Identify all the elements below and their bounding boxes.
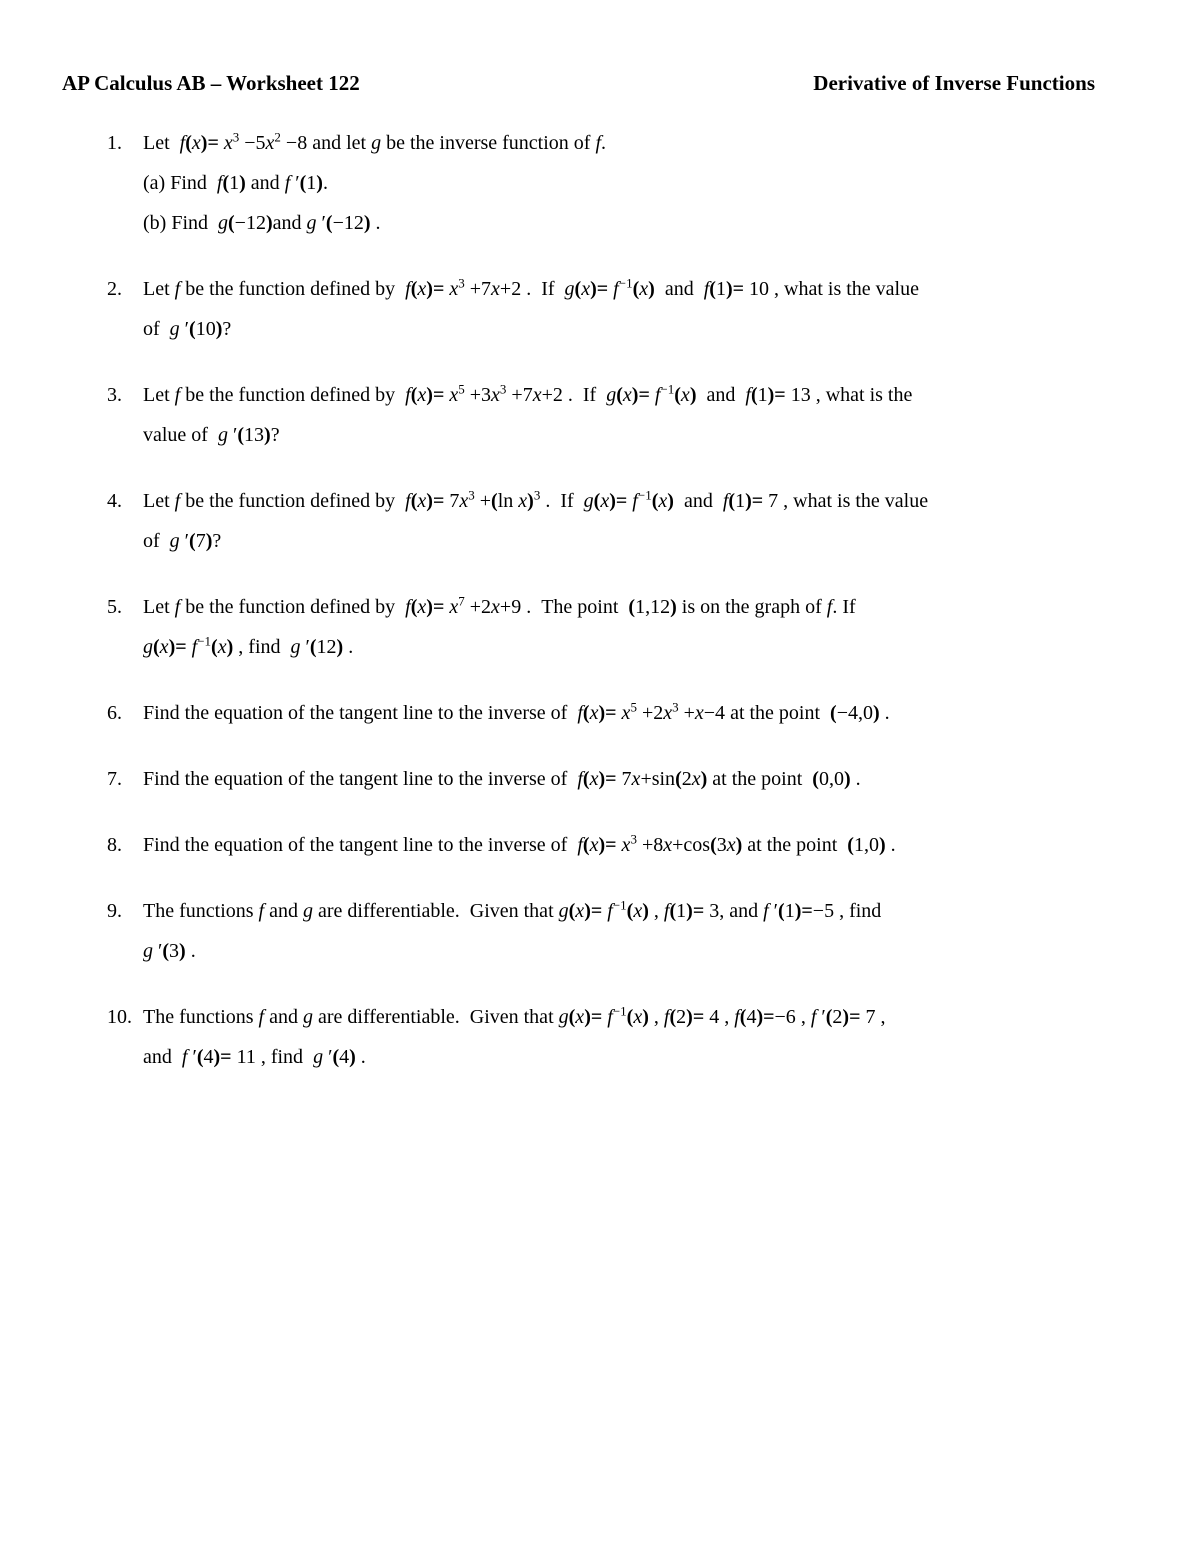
math-expression: f ′(1) <box>284 172 323 194</box>
math-expression: f <box>174 490 181 512</box>
question-line: (a) Find f(1) and f ′(1). <box>143 172 328 194</box>
math-expression: f <box>174 278 181 300</box>
question-line: Find the equation of the tangent line to the inverse of f(x)= 7x+sin(2x) at the point (0,0) . <box>143 768 861 790</box>
math-expression: f(x)= 7x+sin(2x) <box>577 768 708 790</box>
math-expression: g ′(4) <box>313 1046 356 1068</box>
math-expression: f <box>174 384 181 406</box>
math-expression: g ′(−12) <box>306 212 371 234</box>
math-expression: (−4,0) <box>830 702 880 724</box>
question-line: value of g ′(13)? <box>143 424 280 446</box>
math-expression: f(1)= 7 <box>722 490 779 512</box>
math-expression: g ′(10) <box>169 318 223 340</box>
math-expression: f(1)= 10 <box>703 278 770 300</box>
question-line: Let f be the function defined by $f(x)= 7x^3 +(\ln$ x)$^3$ . If $g(x)= f^{-1}(x)$ and f(1)= 7 , what is the value <box>143 487 929 512</box>
math-expression: $f(x)= x^7 +2x+9$ <box>405 593 522 618</box>
math-expression: g(−12) <box>218 212 273 234</box>
question-line: Let $f(x)= x^3 -5x^2 -8$ and let g be the inverse function of f. <box>143 129 607 154</box>
math-expression: g ′(3) <box>143 940 186 962</box>
worksheet-header <box>62 70 1130 96</box>
question-number: 10. <box>107 1006 132 1028</box>
question-line: g ′(3) . <box>143 940 196 962</box>
question <box>62 825 1130 865</box>
question-body <box>143 123 1130 243</box>
question-body <box>143 825 1130 865</box>
question-body <box>143 693 1130 733</box>
math-expression: f ′(1)=−5 <box>763 900 835 922</box>
question-body <box>143 375 1130 455</box>
worksheet-title: AP Calculus AB – Worksheet 122 <box>62 71 360 95</box>
question <box>62 891 1130 971</box>
math-expression: $g(x)= f^{-1}(x)$ <box>606 381 697 406</box>
question <box>62 693 1130 733</box>
question-line: The functions f and g are differentiable. Given that $g(x)= f^{-1}(x)$ , f(2)= 4 , f(4)=−6 , f ′(2)= 7 , <box>143 1003 886 1028</box>
math-expression: (0,0) <box>812 768 851 790</box>
question-body <box>143 891 1130 971</box>
question-number: 6. <box>107 702 122 724</box>
math-expression: g <box>302 900 313 922</box>
question-line: Let f be the function defined by $f(x)= x^3 +7x+2$ . If $g(x)= f^{-1}(x)$ and f(1)= 10 , what is the value <box>143 275 919 300</box>
math-expression: f(1)= 13 <box>745 384 811 406</box>
question-line: Find the equation of the tangent line to the inverse of $f(x)= x^3 +8x+\cos(3x)$ at the point (1,0) . <box>143 831 896 856</box>
math-expression: f ′(2)= 7 <box>810 1006 876 1028</box>
math-expression: $f(x)= x^5 +2x^3 +x-4$ <box>577 699 726 724</box>
math-expression: g ′(12) <box>290 636 344 658</box>
question <box>62 375 1130 455</box>
math-expression: g ′(7) <box>169 530 213 552</box>
question-list <box>62 123 1130 1077</box>
math-expression: f(2)= 4 <box>663 1006 720 1028</box>
question-body <box>143 759 1130 799</box>
math-expression: f(4)=−6 <box>734 1006 796 1028</box>
math-expression: $g(x)= f^{-1}(x)$ <box>143 633 234 658</box>
math-expression: $f(x)= 7x^3 +(\ln$ x)$^3$ <box>405 487 541 512</box>
question-line: of g ′(10)? <box>143 318 232 340</box>
math-expression: g <box>371 132 382 154</box>
question-number: 4. <box>107 490 122 512</box>
math-expression: $g(x)= f^{-1}(x)$ <box>583 487 674 512</box>
math-expression: $g(x)= f^{-1}(x)$ <box>558 897 649 922</box>
question-body <box>143 587 1130 667</box>
question-body <box>143 269 1130 349</box>
math-expression: f <box>258 900 265 922</box>
math-expression: f <box>826 596 833 618</box>
question <box>62 587 1130 667</box>
math-expression: f <box>595 132 602 154</box>
question <box>62 997 1130 1077</box>
math-expression: (1,0) <box>847 834 886 856</box>
question <box>62 269 1130 349</box>
question-line: Let f be the function defined by $f(x)= x^7 +2x+9$ . The point (1,12) is on the graph of f. If <box>143 593 856 618</box>
question-line: of g ′(7)? <box>143 530 222 552</box>
math-expression: f(1)= 3 <box>663 900 720 922</box>
math-expression: (1,12) <box>628 596 677 618</box>
question-number: 3. <box>107 384 122 406</box>
question <box>62 481 1130 561</box>
question-number: 1. <box>107 132 122 154</box>
math-expression: f <box>258 1006 265 1028</box>
question-number: 5. <box>107 596 122 618</box>
question-number: 9. <box>107 900 122 922</box>
question-body <box>143 481 1130 561</box>
question-line: Find the equation of the tangent line to the inverse of $f(x)= x^5 +2x^3 +x-4$ at the point (−4,0) . <box>143 699 890 724</box>
math-expression: f ′(4)= 11 <box>181 1046 256 1068</box>
math-expression: f <box>174 596 181 618</box>
math-expression: $f(x)= x^5 +3x^3 +7x+2$ <box>405 381 563 406</box>
question-line: The functions f and g are differentiable. Given that $g(x)= f^{-1}(x)$ , f(1)= 3, and f ′(1)=−5 , find <box>143 897 882 922</box>
question-line: and f ′(4)= 11 , find g ′(4) . <box>143 1046 366 1068</box>
question <box>62 123 1130 243</box>
math-expression: $g(x)= f^{-1}(x)$ <box>558 1003 649 1028</box>
math-expression: $g(x)= f^{-1}(x)$ <box>564 275 655 300</box>
math-expression: $f(x)= x^3 +7x+2$ <box>405 275 522 300</box>
math-expression: g <box>302 1006 313 1028</box>
question-number: 8. <box>107 834 122 856</box>
question-line: (b) Find g(−12)and g ′(−12) . <box>143 212 381 234</box>
question-line: $g(x)= f^{-1}(x)$ , find g ′(12) . <box>143 633 354 658</box>
worksheet-subject-title: Derivative of Inverse Functions <box>813 71 1095 95</box>
question-number: 2. <box>107 278 122 300</box>
math-expression: $f(x)= x^3 -5x^2 -8$ <box>179 129 308 154</box>
math-expression: g ′(13) <box>217 424 271 446</box>
math-expression: f(1) <box>216 172 246 194</box>
math-expression: $f(x)= x^3 +8x+\cos(3x)$ <box>577 831 743 856</box>
question-body <box>143 997 1130 1077</box>
question-line: Let f be the function defined by $f(x)= x^5 +3x^3 +7x+2$ . If $g(x)= f^{-1}(x)$ and f(1)= 13 , what is the <box>143 381 913 406</box>
question-number: 7. <box>107 768 122 790</box>
question <box>62 759 1130 799</box>
